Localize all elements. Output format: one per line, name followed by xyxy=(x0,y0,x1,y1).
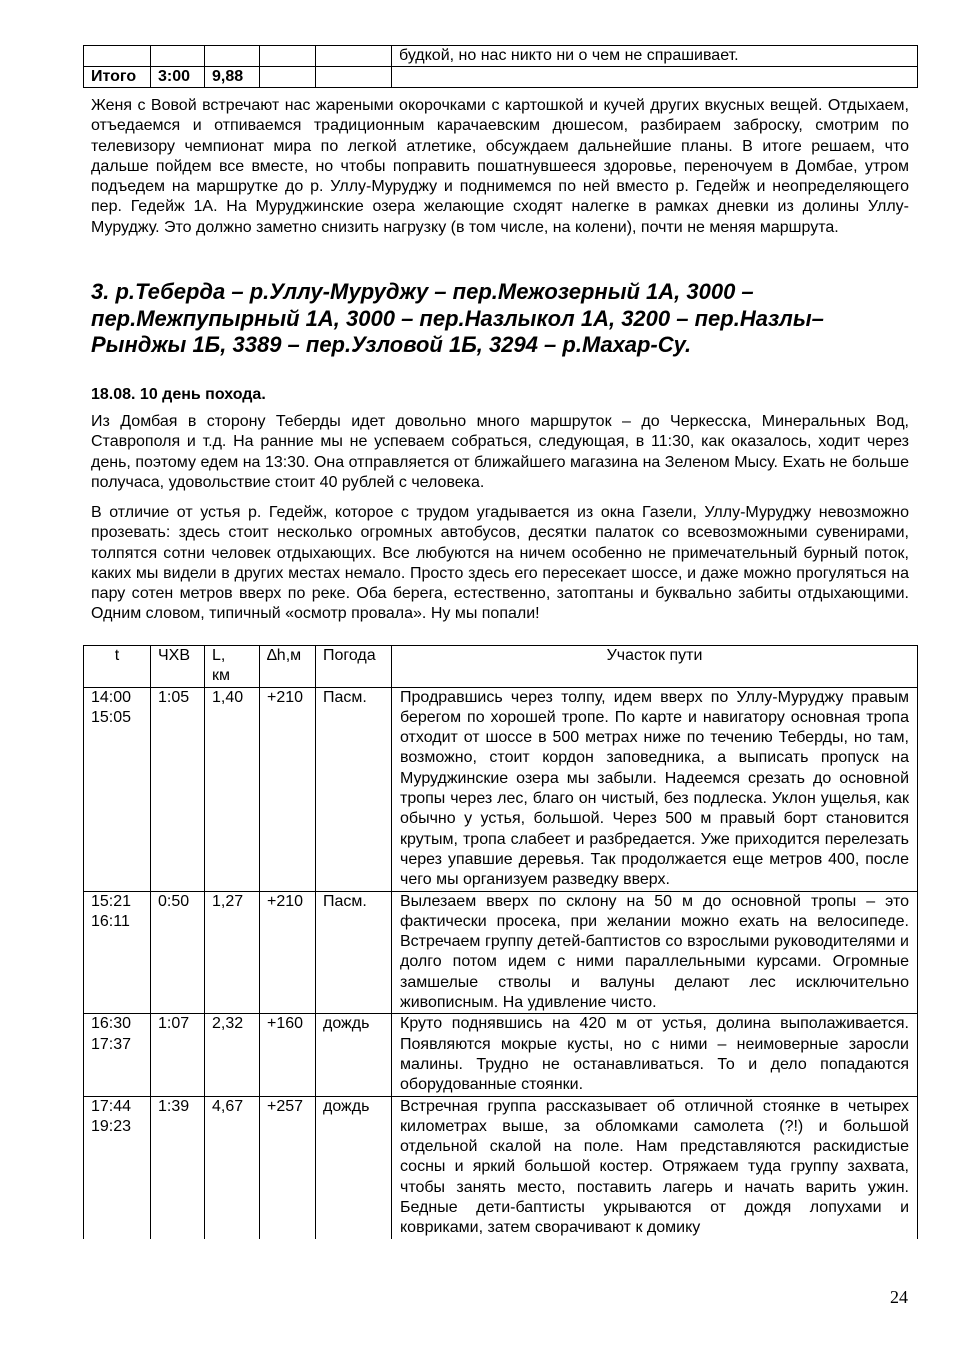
cell-chkhv: 1:05 xyxy=(151,687,205,891)
cell-weather: дождь xyxy=(316,1096,392,1239)
table-row xyxy=(84,67,918,88)
cell-elevation: +160 xyxy=(260,1014,316,1096)
cell-description: Вылезаем вверх по склону на 50 м до основной тропы – это фактически просека, при желании можно ехать на велосипеде. Встречаем группу детей-баптистов со взрослыми руководителями и долго потом идем с ними параллельными курсами. Огромные замшелые стволы и валуны делают лес исключительно живописным. На удивление чисто. xyxy=(392,891,918,1014)
paragraph: Из Домбая в сторону Теберды идет довольно много маршруток – до Черкесска, Минеральных Вод, Ставрополя и т.д. На ранние мы не успеваем собраться, следующая, в 11:30, как оказалось, ходит через день, поэтому едем на 13:30. Она отправляется от ближайшего магазина на Зеленом Мысу. Ехать не больше получаса, удовольствие стоит 40 рублей с человека. xyxy=(91,413,909,491)
cell-distance: 4,67 xyxy=(205,1096,260,1239)
day-title: 18.08. 10 день похода. xyxy=(91,386,266,403)
cell-distance: 1,27 xyxy=(205,891,260,1014)
route-table xyxy=(83,645,918,1239)
cell-elevation: +210 xyxy=(260,687,316,891)
table-row xyxy=(84,46,918,67)
cell-weather: дождь xyxy=(316,1014,392,1096)
cell-weather: Пасм. xyxy=(316,687,392,891)
cell-chkhv: 1:07 xyxy=(151,1014,205,1096)
table-row xyxy=(84,687,918,891)
section-title: 3. р.Теберда – р.Уллу-Муруджу – пер.Межозерный 1А, 3000 – пер.Межпупырный 1А, 3000 – пер.Назлыкол 1А, 3200 – пер.Назлы–Рынджы 1Б, 3389 – пер.Узловой 1Б, 3294 – р.Махар-Су. xyxy=(91,279,824,357)
cell-time: 17:44 19:23 xyxy=(84,1096,151,1239)
header-elevation: ∆h,м xyxy=(260,646,316,688)
header-chkhv: ЧХВ xyxy=(151,646,205,688)
paragraph: Женя с Вовой встречают нас жареными окорочками с картошкой и кучей других вкусных вещей. Отдыхаем, отъедаемся и отпиваемся традиционным карачаевским дюшесом, разбираем заброску, смотрим по телевизору чемпионат мира по легкой атлетике, обсуждаем дальнейшие планы. В итоге решаем, что дальше пойдем все вместе, но чтобы поправить пошатнувшееся здоровье, переночуем в Домбае, утром подъедем на маршрутке до р. Уллу-Муруджу и поднимемся по ней вместо р. Гедейж и неопределяющего пер. Гедейж 1А. На Муруджинские озера желающие сходят налегке в рамках дневки из долины Уллу-Муруджу. Это должно заметно снизить нагрузку (в том числе, на колени), почти не меняя маршрута. xyxy=(91,97,909,236)
cell-chkhv: 0:50 xyxy=(151,891,205,1014)
cell-distance: 2,32 xyxy=(205,1014,260,1096)
paragraph: В отличие от устья р. Гедейж, которое с трудом угадывается из окна Газели, Уллу-Муруджу невозможно прозевать: здесь стоит несколько огромных автобусов, десятки палаток со всевозможными сувенирами, толпятся сотни человек отдыхающих. Все любуются на ничем особенно не примечательный бурный поток, каких мы видели в других местах немало. Просто здесь его пересекает шоссе, и даже можно прогуляться на пару сотен метров вверх по реке. Оба берега, естественно, затоптаны и буквально забиты отдыхающими. Одним словом, типичный «осмотр провала». Ну мы попали! xyxy=(91,504,909,623)
header-distance: L, км xyxy=(205,646,260,688)
cell-elevation: +257 xyxy=(260,1096,316,1239)
cell-time: 16:30 17:37 xyxy=(84,1014,151,1096)
summary-table xyxy=(83,45,918,88)
cell-time: 15:21 16:11 xyxy=(84,891,151,1014)
summary-continued-text: будкой, но нас никто ни о чем не спрашивает. xyxy=(392,46,918,67)
table-header-row xyxy=(84,646,918,688)
header-time: t xyxy=(84,646,151,688)
header-weather: Погода xyxy=(316,646,392,688)
table-row xyxy=(84,891,918,1014)
table-row xyxy=(84,1096,918,1239)
total-time: 3:00 xyxy=(151,67,205,88)
cell-weather: Пасм. xyxy=(316,891,392,1014)
cell-elevation: +210 xyxy=(260,891,316,1014)
cell-time: 14:00 15:05 xyxy=(84,687,151,891)
header-section: Участок пути xyxy=(392,646,918,688)
cell-description: Круто поднявшись на 420 м от устья, долина выполаживается. Появляются мокрые кусты, но с ними – неимоверные заросли малины. Трудно не останавливаться. То и дело попадаются оборудованные стоянки. xyxy=(392,1014,918,1096)
cell-description: Продравшись через толпу, идем вверх по Уллу-Муруджу правым берегом по хорошей тропе. По карте и навигатору основная тропа отходит от шоссе в 500 метрах ниже по течению Теберды, но там, возможно, стоит кордон заповедника, а выписать пропуск на Муруджинские озера мы забыли. Надеемся срезать до основной тропы через лес, благо он чистый, без подлеска. Уклон ущелья, как обычно у устья, большой. Через 500 м правый борт становится крутым, тропа слабеет и разбредается. Уже приходится перелезать через упавшие деревья. Так продолжается еще метров 400, после чего мы организуем разведку вверх. xyxy=(392,687,918,891)
cell-chkhv: 1:39 xyxy=(151,1096,205,1239)
cell-description: Встречная группа рассказывает об отличной стоянке в четырех километрах выше, за обломками самолета (?!) и большой отдельной скалой на поле. Нам представляются раскидистые сосны и яркий большой костер. Отряжаем туда группу захвата, чтобы занять место, поставить лагерь и начать варить ужин. Бедные дети-баптисты укрываются от дождя лопухами и ковриками, затем сворачивают к домику xyxy=(392,1096,918,1239)
total-distance: 9,88 xyxy=(205,67,260,88)
total-label: Итого xyxy=(84,67,151,88)
cell-distance: 1,40 xyxy=(205,687,260,891)
table-row xyxy=(84,1014,918,1096)
page-number: 24 xyxy=(890,1287,908,1307)
